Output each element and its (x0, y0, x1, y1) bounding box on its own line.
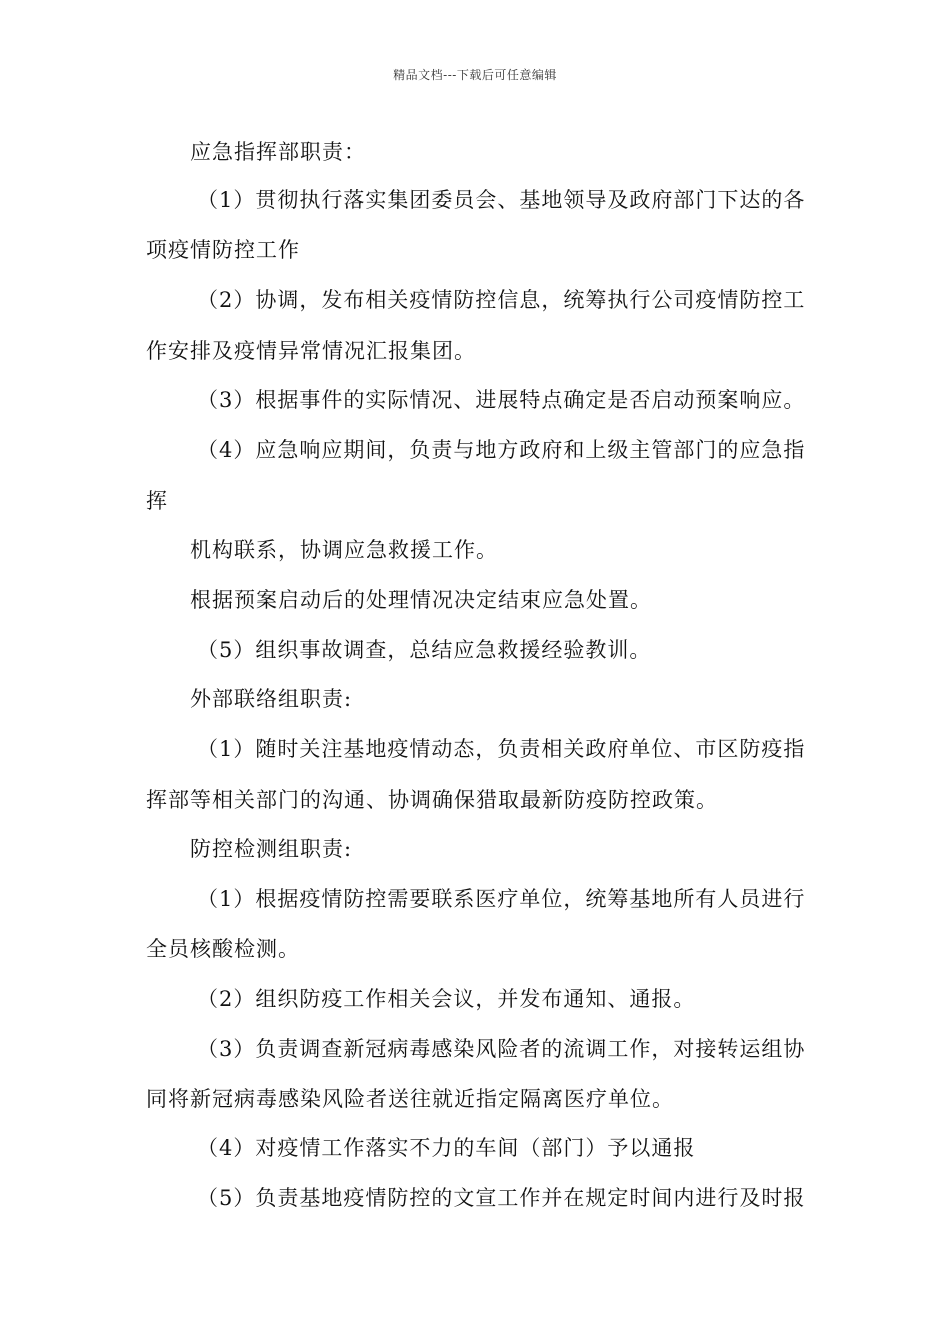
paragraph-line: 同将新冠病毒感染风险者送往就近指定隔离医疗单位。 (146, 1087, 674, 1111)
section-heading-liaison: 外部联络组职责: (190, 687, 353, 711)
paragraph-line: 全员核酸检测。 (146, 937, 300, 961)
paragraph-line: （1）根据疫情防控需要联系医疗单位，统筹基地所有人员进行 (197, 887, 806, 911)
paragraph-line: （2）协调，发布相关疫情防控信息，统筹执行公司疫情防控工 (197, 288, 806, 312)
paragraph-line: 项疫情防控工作 (146, 238, 300, 262)
paragraph-line: 根据预案启动后的处理情况决定结束应急处置。 (190, 588, 652, 612)
page-header: 精品文档---下载后可任意编辑 (393, 68, 557, 82)
paragraph-line: （2）组织防疫工作相关会议，并发布通知、通报。 (197, 987, 696, 1011)
paragraph-line: （1）随时关注基地疫情动态，负责相关政府单位、市区防疫指 (197, 737, 806, 761)
paragraph-line: （1）贯彻执行落实集团委员会、基地领导及政府部门下达的各 (197, 188, 806, 212)
paragraph-line: （4）应急响应期间，负责与地方政府和上级主管部门的应急指 (197, 438, 806, 462)
paragraph-line: （5）组织事故调查，总结应急救援经验教训。 (197, 638, 652, 662)
section-heading-command: 应急指挥部职责： (190, 140, 366, 164)
paragraph-line: （4）对疫情工作落实不力的车间（部门）予以通报 (197, 1136, 696, 1160)
paragraph-line: （3）根据事件的实际情况、进展特点确定是否启动预案响应。 (197, 388, 806, 412)
paragraph-line: 作安排及疫情异常情况汇报集团。 (146, 339, 476, 363)
section-heading-testing: 防控检测组职责: (190, 837, 353, 861)
paragraph-line: （5）负责基地疫情防控的文宣工作并在规定时间内进行及时报 (197, 1186, 806, 1210)
paragraph-line: （3）负责调查新冠病毒感染风险者的流调工作，对接转运组协 (197, 1037, 806, 1061)
paragraph-line: 挥 (146, 489, 168, 513)
paragraph-line: 机构联系，协调应急救援工作。 (190, 538, 498, 562)
paragraph-line: 挥部等相关部门的沟通、协调确保猎取最新防疫防控政策。 (146, 788, 718, 812)
